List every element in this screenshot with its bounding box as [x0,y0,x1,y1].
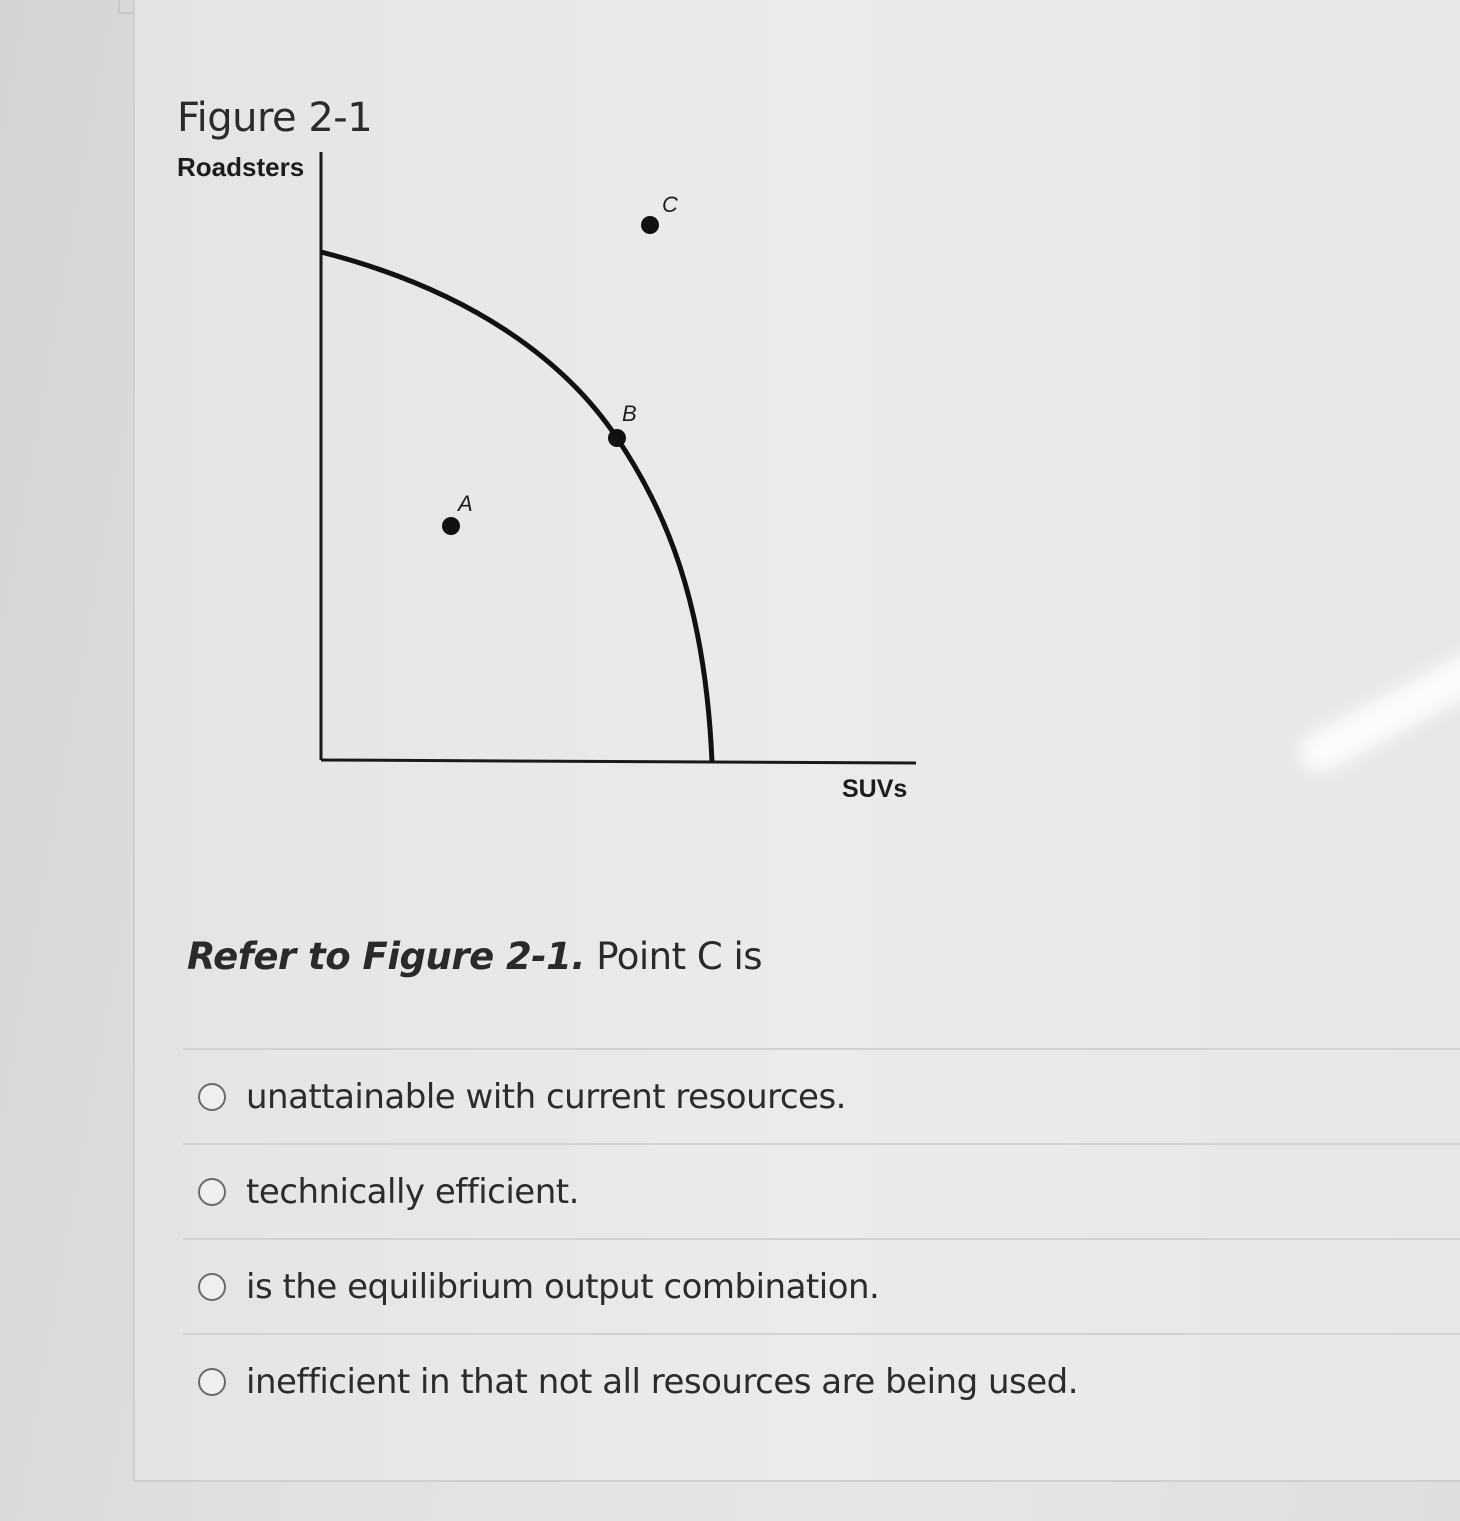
point-a-label: A [458,491,473,516]
answer-option-4[interactable] [183,1333,1460,1428]
radio-button[interactable] [198,1368,226,1396]
answer-option-3[interactable] [183,1238,1460,1333]
point-a-marker [442,517,460,535]
question-figure-reference: Refer to Figure 2-1. [187,935,585,978]
point-c-marker [641,216,659,234]
x-axis-label: SUVs [842,775,908,803]
answer-option-1[interactable] [183,1048,1460,1143]
point-c-label: C [662,192,678,217]
answer-option-label: inefficient in that not all resources are being used. [246,1361,1079,1402]
radio-button[interactable] [198,1083,226,1111]
answer-option-2[interactable] [183,1143,1460,1238]
radio-button[interactable] [198,1178,226,1206]
figure-title: Figure 2-1 [177,95,373,141]
answer-option-label: unattainable with current resources. [246,1076,846,1117]
y-axis-label: Roadsters [177,152,305,182]
answer-option-label: technically efficient. [246,1171,579,1212]
point-b-marker [608,429,626,447]
ppf-curve [321,252,712,762]
answer-option-label: is the equilibrium output combination. [246,1266,880,1307]
x-axis [321,760,916,763]
question-text [187,935,762,978]
radio-button[interactable] [198,1273,226,1301]
point-b-label: B [622,401,637,426]
answer-options [183,1048,1460,1428]
question-stem: Point C is [584,935,763,978]
